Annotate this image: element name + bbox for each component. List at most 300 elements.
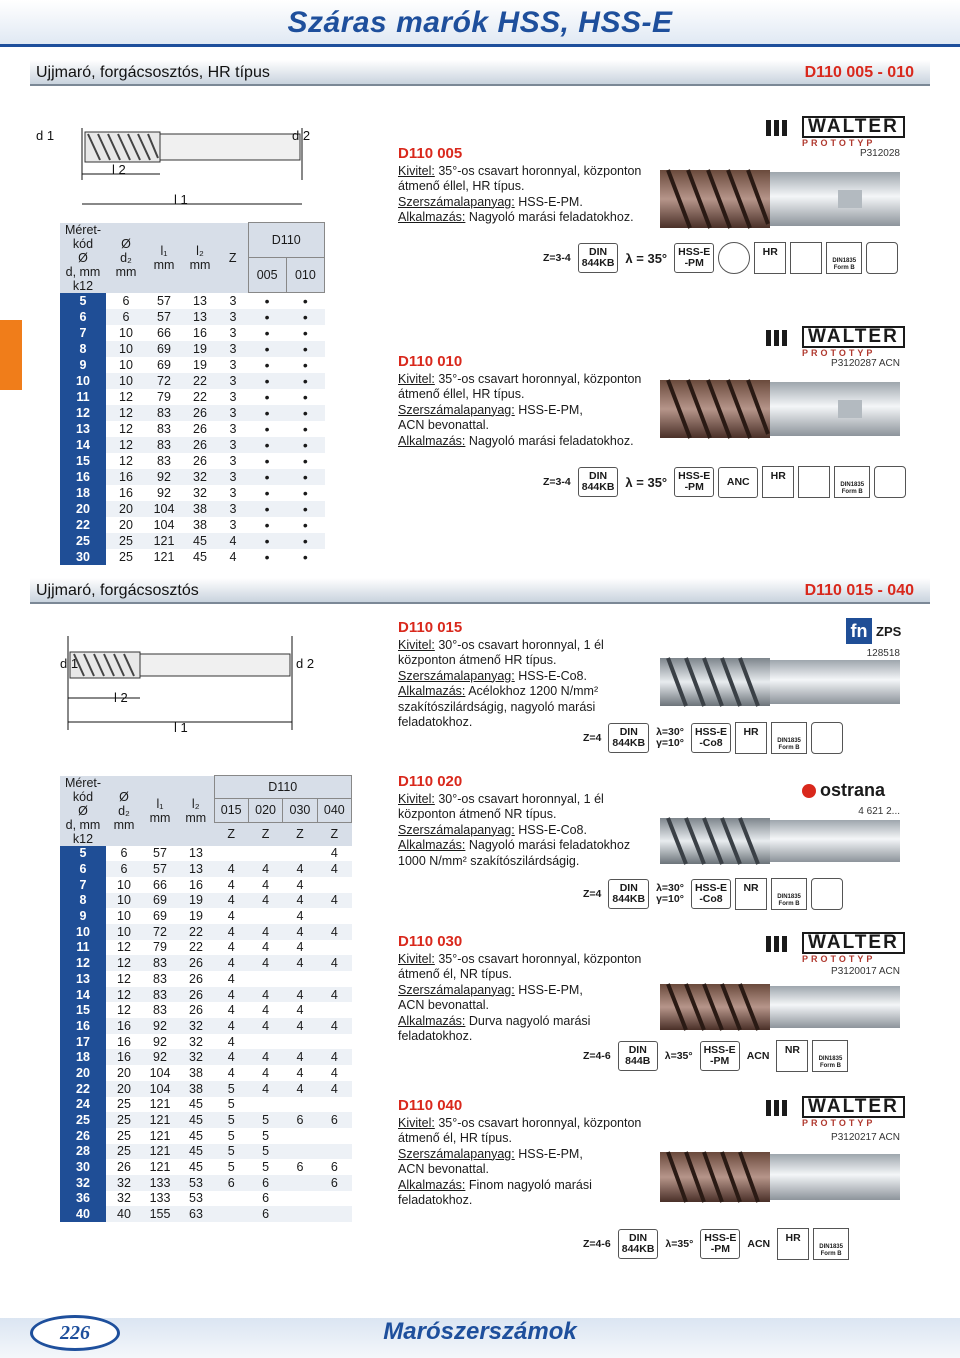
table-cell: 133 [149,1191,171,1206]
table-cell: 57 [153,846,167,861]
table-cell: 3 [218,309,248,325]
table-cell: 5 [248,1112,282,1128]
table-cell: 72 [142,924,178,940]
table-row [60,987,352,1003]
dim-l1: l 1 [174,192,188,207]
table-cell: • [302,421,308,437]
table-cell: 4 [214,893,248,909]
table-cell: 5 [227,1097,235,1112]
col-l2: l₂ mm [182,223,218,293]
col-010: 010 [286,258,324,293]
helix-angle: λ = 35° [625,474,668,490]
table-cell: 83 [153,1003,167,1018]
table-cell: 12 [119,422,133,436]
table-cell: • [248,341,286,357]
table-cell: 16 [106,1049,142,1065]
table-cell: 16 [119,486,133,500]
table-cell: 45 [189,1097,203,1112]
table-cell: • [264,453,270,469]
table-row [60,1049,352,1065]
table-cell: 45 [178,1144,214,1160]
table-cell: 4 [317,955,351,971]
table-cell: 6 [330,1160,338,1175]
table-cell: 12 [117,971,131,986]
table-cell: 4 [214,1049,248,1065]
table-cell: 3 [229,390,237,404]
helix-angle: λ=35° [664,1049,693,1062]
dim-d2: d 2 [296,656,315,671]
material-badge: HSS-E -PM [700,1041,740,1071]
table-row [60,861,352,877]
table-cell: 6 [248,1206,282,1222]
size-code: 8 [60,341,106,357]
col-z: Z [218,223,248,293]
table-cell: 3 [229,326,237,340]
table-cell [317,1128,351,1144]
table-cell: 4 [248,861,282,877]
table-cell: 32 [189,1034,203,1049]
col-040: 040 [317,799,351,822]
footer-title: Marószerszámok [383,1318,577,1345]
product-code: D110 010 [398,353,463,370]
table-cell: 3 [218,405,248,421]
table-cell: • [264,389,270,405]
table-cell: 4 [262,940,270,955]
table-cell: 3 [229,422,237,436]
table-cell: 26 [182,437,218,453]
table-row [60,1206,352,1222]
center-cutting-icon [790,242,822,274]
table-cell: 12 [119,454,133,468]
table-cell: 5 [248,1144,282,1160]
table-row [60,1128,352,1144]
col-z: Z [317,822,351,845]
table-cell: 25 [106,1144,142,1160]
product-number: 4 621 2... [858,806,900,817]
dim-l2: l 2 [114,690,128,705]
table-cell: 10 [119,358,133,372]
table-cell: 32 [193,486,207,500]
table-cell [317,940,351,956]
col-size: Méret- kód Ø d, mm k12 [60,776,106,846]
helix-angle: λ=35° [665,1237,694,1250]
table-cell: 4 [296,1065,304,1080]
table-cell: 72 [146,373,182,389]
col-l1: l₁ mm [146,223,182,293]
shank-standard: DIN1835 Form B [813,1228,849,1260]
table-cell: 45 [178,1112,214,1128]
zps-logo: fn ZPS [846,618,906,648]
table-row [60,1002,352,1018]
table-cell: • [248,437,286,453]
table-cell: 5 [214,1081,248,1097]
size-code: 30 [60,549,106,565]
table-cell: 6 [214,1175,248,1191]
size-code: 15 [60,1002,106,1018]
table-row [60,533,325,549]
tool-image-d110-015 [660,648,900,718]
size-code: 7 [60,325,106,341]
table-cell: 22 [178,924,214,940]
table-cell [248,971,282,987]
table-cell: 6 [262,1191,270,1206]
size-code: 17 [60,1034,106,1050]
table-cell: 4 [227,1065,235,1080]
size-code: 9 [60,908,106,924]
table-cell: 25 [119,550,133,564]
table-cell: 104 [149,1065,171,1080]
size-code: 18 [60,1049,106,1065]
table-cell: 4 [248,987,282,1003]
table-cell: 19 [189,909,203,924]
table-row [60,421,325,437]
table-cell: 6 [283,1112,317,1128]
table-cell [214,1206,248,1222]
table-cell: 16 [106,1018,142,1034]
material-badge: HSS-E -PM [700,1229,740,1259]
size-code: 20 [60,501,106,517]
din-standard: DIN 844KB [608,879,649,909]
col-l1: l₁ mm [142,776,178,846]
table-cell: 5 [227,1128,235,1143]
table-cell: 63 [178,1206,214,1222]
tool-image-d110-040 [660,1144,900,1214]
helix-angle: λ=30° γ=10° [656,726,684,749]
coating-badge: ANC [718,467,758,498]
product-code: D110 040 [398,1097,463,1114]
table-cell [248,1034,282,1050]
table-cell: 4 [262,1003,270,1018]
table-cell: 121 [149,1160,171,1175]
flute-profile-icon [811,878,843,910]
col-z: Z [214,822,248,845]
table-cell: 4 [317,861,351,877]
table-cell [283,1191,317,1207]
table-cell [283,1206,317,1222]
walter-logo: WALTER PROTOTYP [766,116,906,148]
table-row [60,469,325,485]
table-cell [283,1034,317,1050]
size-code: 20 [60,1065,106,1081]
table-cell [283,1144,317,1160]
table-cell: 4 [296,940,304,955]
table-cell: 5 [227,1160,235,1175]
table-cell: • [302,549,308,565]
table-cell: • [264,485,270,501]
table-cell: • [248,309,286,325]
table-cell: 38 [193,518,207,532]
table-cell: • [264,357,270,373]
table-cell: 53 [189,1191,203,1206]
table-row [60,549,325,565]
table-cell [283,1128,317,1144]
teeth-count: Z=4 [583,887,602,900]
table-cell: 6 [317,1112,351,1128]
table-row [60,971,352,987]
chapter-tab [0,320,22,390]
table-cell: 6 [120,846,128,861]
table-cell: 4 [214,924,248,940]
table-cell: 3 [218,469,248,485]
page-title: Száras marók HSS, HSS-E [287,6,673,39]
table-cell: • [286,533,324,549]
coating-badge: ACN [747,1237,771,1250]
table-cell: 4 [227,971,235,986]
size-code: 10 [60,373,106,389]
table-cell: • [286,309,324,325]
table-cell: 20 [106,501,146,517]
product-number: P3120017 ACN [831,966,900,977]
table-cell: • [248,533,286,549]
table-cell: 22 [193,390,207,404]
table-cell: 10 [119,326,133,340]
size-code: 13 [60,421,106,437]
teeth-count: Z=3-4 [543,251,571,264]
dim-l1: l 1 [174,720,188,735]
table-cell: 12 [106,405,146,421]
table-cell: • [286,341,324,357]
helix-angle: λ=30° γ=10° [656,882,684,905]
table-row [60,517,325,533]
table-cell: 45 [189,1160,203,1175]
din-standard: DIN 844KB [608,723,649,753]
table-cell [283,1097,317,1113]
size-code: 40 [60,1206,106,1222]
table-cell: 16 [189,877,203,892]
size-code: 32 [60,1175,106,1191]
dim-d1: d 1 [36,128,55,143]
table-cell [283,846,317,862]
table-row [60,405,325,421]
table-cell [248,846,282,862]
material-badge: HSS-E -Co8 [691,723,731,753]
table-cell: • [264,549,270,565]
size-code: 25 [60,533,106,549]
page-number: 226 [30,1315,120,1351]
size-code: 5 [60,846,106,862]
table-cell: 6 [106,861,142,877]
size-code: 12 [60,405,106,421]
size-code: 30 [60,1159,106,1175]
tool-image-d110-020 [660,808,900,878]
profile-type: NR [735,878,767,910]
table-cell [317,1206,351,1222]
table-cell [317,1191,351,1207]
table-cell: 12 [117,940,131,955]
size-code: 28 [60,1144,106,1160]
table-cell: 4 [283,1018,317,1034]
shank-standard: DIN1835 Form B [826,242,862,274]
table-cell: 12 [117,1003,131,1018]
size-code: 36 [60,1191,106,1207]
table-cell: 12 [106,987,142,1003]
table-row [60,341,325,357]
table-cell: 4 [317,924,351,940]
table-cell: 10 [106,924,142,940]
table-row [60,1159,352,1175]
table-cell: 4 [296,1003,304,1018]
table-cell: 4 [283,893,317,909]
table-row [60,1065,352,1081]
section-code: D110 015 - 040 [804,582,914,599]
col-015: 015 [214,799,248,822]
table-cell: 57 [142,861,178,877]
table-cell: • [286,437,324,453]
table-cell: 57 [157,293,171,308]
table-cell: • [264,325,270,341]
material-badge: HSS-E -PM [674,243,714,273]
spec-table-1 [60,222,325,565]
product-number: P3120287 ACN [831,358,900,369]
table-cell: 4 [227,1003,235,1018]
table-cell: 133 [142,1175,178,1191]
table-row [60,501,325,517]
table-cell: 69 [157,358,171,372]
profile-type: HR [754,242,786,274]
table-cell: 6 [122,293,130,308]
table-cell: 10 [106,893,142,909]
walter-logo: WALTER PROTOTYP [766,1096,906,1128]
table-cell: 16 [193,326,207,340]
profile-type: HR [777,1228,809,1260]
table-cell: 20 [117,1065,131,1080]
table-cell: 83 [157,422,171,436]
table-cell: 4 [227,909,235,924]
shank-standard: DIN1835 Form B [771,722,807,754]
table-cell [283,971,317,987]
col-d2: Ø d₂ mm [106,223,146,293]
tool-image-d110-010 [660,370,900,440]
col-l2: l₂ mm [178,776,214,846]
table-cell: 4 [248,893,282,909]
table-cell: 25 [106,1112,142,1128]
table-cell: 4 [317,1049,351,1065]
col-020: 020 [248,799,282,822]
section-title: Ujjmaró, forgácsosztós, HR típus [36,64,270,81]
table-cell: 25 [117,1097,131,1112]
table-cell: 6 [106,309,146,325]
table-cell: 13 [193,293,207,308]
table-cell: 4 [227,877,235,892]
material-badge: HSS-E -Co8 [691,879,731,909]
table-cell: 38 [178,1081,214,1097]
size-code: 10 [60,924,106,940]
shank-standard: DIN1835 Form B [834,466,870,498]
table-cell: 22 [189,940,203,955]
section-header-1 [30,60,930,86]
table-cell: 3 [218,501,248,517]
ostrana-logo: ostrana [802,780,912,802]
table-cell: 16 [106,469,146,485]
size-code: 11 [60,940,106,956]
table-row [60,485,325,501]
size-code: 12 [60,955,106,971]
size-code: 8 [60,893,106,909]
table-cell: • [264,293,270,309]
product-d110-040: D110 040 Kivitel: 35°-os csavart horonnyal, központon átmenő él, HR típus. Szerszámalapanyag: HSS-E-PM, ACN bevonattal. Alkalmazás: Finom nagyoló marási feladatokhoz. [398,1098,648,1209]
table-cell: 6 [248,1175,282,1191]
table-cell: • [302,485,308,501]
table-cell: 4 [283,987,317,1003]
table-cell: 69 [146,341,182,357]
table-cell: 4 [248,955,282,971]
coating-badge: ACN [746,1049,770,1062]
table-row [60,908,352,924]
table-cell: • [248,469,286,485]
table-cell: 20 [119,518,133,532]
section-code: D110 005 - 010 [804,64,914,81]
tool-image-d110-005 [660,160,900,230]
dim-d2: d 2 [292,128,311,143]
table-cell: 121 [146,533,182,549]
table-cell: 3 [218,437,248,453]
table-cell: 12 [106,955,142,971]
product-d110-005: D110 005 Kivitel: 35°-os csavart horonnyal, központon átmenő éllel, HR típus. Szerszámalapanyag: HSS-E-PM. Alkalmazás: Nagyoló marási feladatokhoz. [398,146,658,226]
table-row [60,389,325,405]
product-d110-010: D110 010 Kivitel: 35°-os csavart horonnyal, központon átmenő éllel, HR típus. Szerszámalapanyag: HSS-E-PM, ACN bevonattal. Alkalmazás: Nagyoló marási feladatokhoz. [398,354,668,449]
table-cell: 4 [283,1049,317,1065]
table-cell: 10 [117,877,131,892]
table-cell: 83 [157,454,171,468]
table-cell: 3 [229,518,237,532]
dim-d1: d 1 [60,656,79,671]
product-code: D110 015 [398,619,463,636]
size-code: 16 [60,469,106,485]
table-cell: 19 [178,893,214,909]
feature-icons-d110-005 [540,238,898,278]
table-cell: 4 [330,846,338,861]
product-d110-015: D110 015 Kivitel: 30°-os csavart horonnyal, 1 él központon átmenő HR típus. Szerszámalapanyag: HSS-E-Co8. Alkalmazás: Acélokhoz 1200 N/mm² szakítószilárdságig, nagyoló marási feladatokhoz. [398,620,648,731]
size-code: 15 [60,453,106,469]
table-cell [214,1191,248,1207]
table-cell: 79 [157,390,171,404]
table-cell: 79 [153,940,167,955]
size-code: 25 [60,1112,106,1128]
table-row [60,1018,352,1034]
feature-icons-d110-015 [580,718,843,758]
table-row [60,1112,352,1128]
col-030: 030 [283,799,317,822]
table-cell: 4 [214,861,248,877]
table-row [60,1191,352,1207]
table-cell: 4 [214,987,248,1003]
table-cell: 12 [119,390,133,404]
table-cell: 4 [229,550,237,564]
profile-type: NR [776,1040,808,1072]
table-row [60,877,352,893]
table-cell: • [302,293,308,309]
feature-icons-d110-030 [580,1036,848,1076]
table-cell: • [264,421,270,437]
size-code: 7 [60,877,106,893]
table-cell: • [248,373,286,389]
table-row [60,893,352,909]
table-cell: 4 [330,1065,338,1080]
flute-profile-icon [866,242,898,274]
table-cell: 20 [106,1081,142,1097]
table-cell [317,1034,351,1050]
table-cell: 92 [142,1018,178,1034]
table-cell: 19 [193,358,207,372]
table-cell: 26 [178,987,214,1003]
col-size: Méret- kód Ø d, mm k12 [60,223,106,293]
size-code: 18 [60,485,106,501]
table-cell [317,908,351,924]
table-cell: 3 [229,454,237,468]
table-row [60,1175,352,1191]
table-cell [248,1097,282,1113]
table-cell: 4 [317,1018,351,1034]
